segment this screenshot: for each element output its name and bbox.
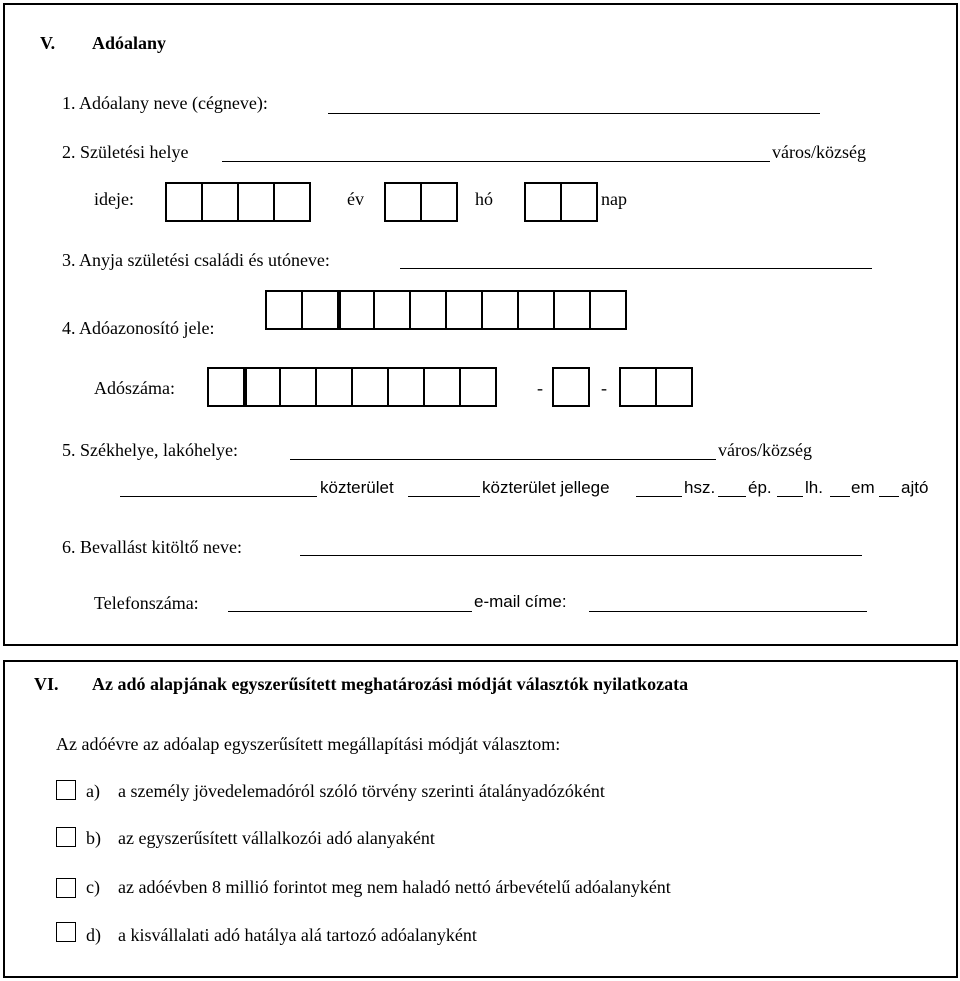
- section-vi-number: VI.: [34, 674, 59, 694]
- door-label: ajtó: [901, 478, 929, 497]
- mother-name-field[interactable]: [400, 268, 872, 269]
- section-v-number: V.: [40, 33, 56, 53]
- section-v-title: Adóalany: [92, 33, 167, 53]
- tax-id-boxes[interactable]: [267, 290, 627, 330]
- door-field[interactable]: [879, 496, 899, 497]
- street-label: közterület: [320, 478, 394, 497]
- day-label: nap: [601, 189, 627, 209]
- tax-number-dash-1: -: [537, 378, 543, 398]
- staircase-label: lh.: [805, 478, 823, 497]
- tax-number-boxes-main[interactable]: [209, 367, 497, 407]
- preparer-name-field[interactable]: [300, 555, 862, 556]
- month-label: hó: [475, 189, 493, 209]
- q6-label: 6. Bevallást kitöltő neve:: [62, 537, 242, 557]
- taxpayer-name-field[interactable]: [328, 113, 820, 114]
- birth-date-label: ideje:: [94, 189, 134, 209]
- option-b-checkbox[interactable]: [56, 827, 76, 847]
- option-b-letter: b): [86, 828, 101, 848]
- tax-number-label: Adószáma:: [94, 378, 175, 398]
- phone-field[interactable]: [228, 611, 472, 612]
- building-field[interactable]: [718, 496, 746, 497]
- q5-label: 5. Székhelye, lakóhelye:: [62, 440, 238, 460]
- birth-year-boxes[interactable]: [167, 182, 311, 222]
- birth-day-boxes[interactable]: [526, 182, 598, 222]
- option-c-letter: c): [86, 877, 100, 897]
- birth-month-boxes[interactable]: [386, 182, 458, 222]
- seat-city-field[interactable]: [290, 459, 716, 460]
- q2-label: 2. Születési helye: [62, 142, 189, 162]
- house-number-field[interactable]: [636, 496, 682, 497]
- street-type-label: közterület jellege: [482, 478, 610, 497]
- email-label: e-mail címe:: [474, 592, 567, 611]
- option-d-letter: d): [86, 925, 101, 945]
- staircase-field[interactable]: [777, 496, 803, 497]
- floor-field[interactable]: [830, 496, 850, 497]
- option-d-text: a kisvállalati adó hatálya alá tartozó adóalanyként: [118, 925, 477, 945]
- option-a-checkbox[interactable]: [56, 780, 76, 800]
- floor-label: em: [851, 478, 875, 497]
- q3-label: 3. Anyja születési családi és utóneve:: [62, 250, 330, 270]
- birthplace-field[interactable]: [222, 161, 770, 162]
- option-b-text: az egyszerűsített vállalkozói adó alanyaként: [118, 828, 435, 848]
- year-label: év: [347, 189, 364, 209]
- seat-city-suffix: város/község: [718, 440, 812, 460]
- house-number-label: hsz.: [684, 478, 716, 497]
- building-label: ép.: [748, 478, 772, 497]
- tax-number-box-vat[interactable]: [554, 367, 590, 407]
- email-field[interactable]: [589, 611, 867, 612]
- option-d-checkbox[interactable]: [56, 922, 76, 942]
- q4-label: 4. Adóazonosító jele:: [62, 318, 215, 338]
- tax-number-boxes-county[interactable]: [621, 367, 693, 407]
- street-field[interactable]: [120, 496, 317, 497]
- section-vi-title: Az adó alapjának egyszerűsített meghatározási módját választók nyilatkozata: [92, 674, 689, 694]
- birthplace-suffix: város/község: [772, 142, 866, 162]
- section-vi-intro: Az adóévre az adóalap egyszerűsített megállapítási módját választom:: [56, 734, 561, 754]
- option-a-text: a személy jövedelemadóról szóló törvény szerinti átalányadózóként: [118, 781, 605, 801]
- option-c-text: az adóévben 8 millió forintot meg nem haladó nettó árbevételű adóalanyként: [118, 877, 671, 897]
- phone-label: Telefonszáma:: [94, 593, 199, 613]
- street-type-field[interactable]: [408, 496, 480, 497]
- option-c-checkbox[interactable]: [56, 878, 76, 898]
- tax-number-dash-2: -: [601, 378, 607, 398]
- option-a-letter: a): [86, 781, 100, 801]
- q1-label: 1. Adóalany neve (cégneve):: [62, 93, 268, 113]
